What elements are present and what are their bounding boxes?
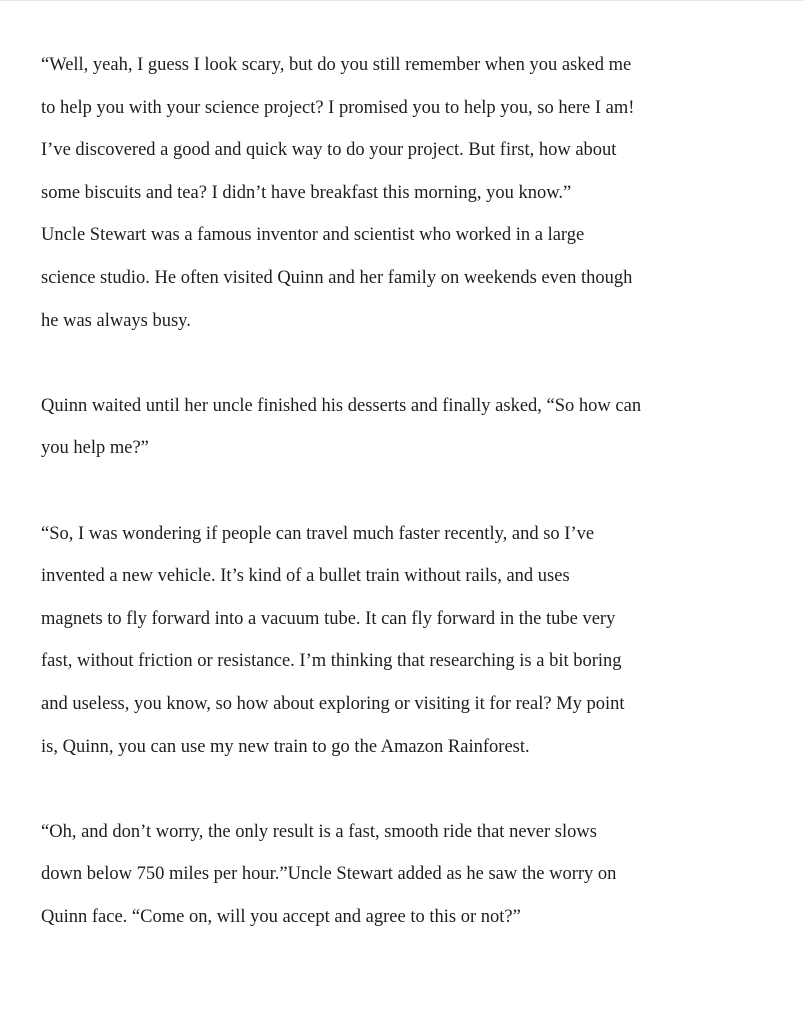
paragraph-spacer — [41, 768, 781, 811]
text-line: and useless, you know, so how about exploring or visiting it for real? My point — [41, 693, 625, 714]
text-line: Quinn face. “Come on, will you accept and agree to this or not?” — [41, 906, 521, 927]
paragraph-1 — [41, 44, 781, 342]
text-line: Quinn waited until her uncle finished his desserts and finally asked, “So how can — [41, 395, 642, 416]
text-line: I’ve discovered a good and quick way to do your project. But first, how about — [41, 140, 617, 161]
text-line: science studio. He often visited Quinn and her family on weekends even though — [41, 267, 633, 288]
text-line: Uncle Stewart was a famous inventor and scientist who worked in a large — [41, 225, 585, 246]
text-line: you help me?” — [41, 438, 149, 459]
paragraph-2 — [41, 385, 781, 470]
text-line: “Well, yeah, I guess I look scary, but do you still remember when you asked me — [41, 55, 632, 75]
paragraph-spacer — [41, 342, 781, 385]
text-line: is, Quinn, you can use my new train to go the Amazon Rainforest. — [41, 736, 530, 757]
text-line: to help you with your science project? I promised you to help you, so here I am! — [41, 97, 635, 118]
story-text — [41, 44, 781, 938]
text-line: down below 750 miles per hour.”Uncle Stewart added as he saw the worry on — [41, 864, 617, 885]
text-line: he was always busy. — [41, 310, 191, 331]
paragraph-3 — [41, 513, 781, 769]
paragraph-4 — [41, 811, 781, 939]
text-line: some biscuits and tea? I didn’t have breakfast this morning, you know.” — [41, 182, 572, 203]
paragraph-spacer — [41, 470, 781, 513]
text-line: “Oh, and don’t worry, the only result is a fast, smooth ride that never slows — [41, 821, 597, 842]
text-line: fast, without friction or resistance. I’m thinking that researching is a bit boring — [41, 651, 622, 672]
text-line: magnets to fly forward into a vacuum tube. It can fly forward in the tube very — [41, 608, 616, 629]
text-line: “So, I was wondering if people can travel much faster recently, and so I’ve — [41, 523, 595, 544]
text-line: invented a new vehicle. It’s kind of a bullet train without rails, and uses — [41, 566, 570, 587]
